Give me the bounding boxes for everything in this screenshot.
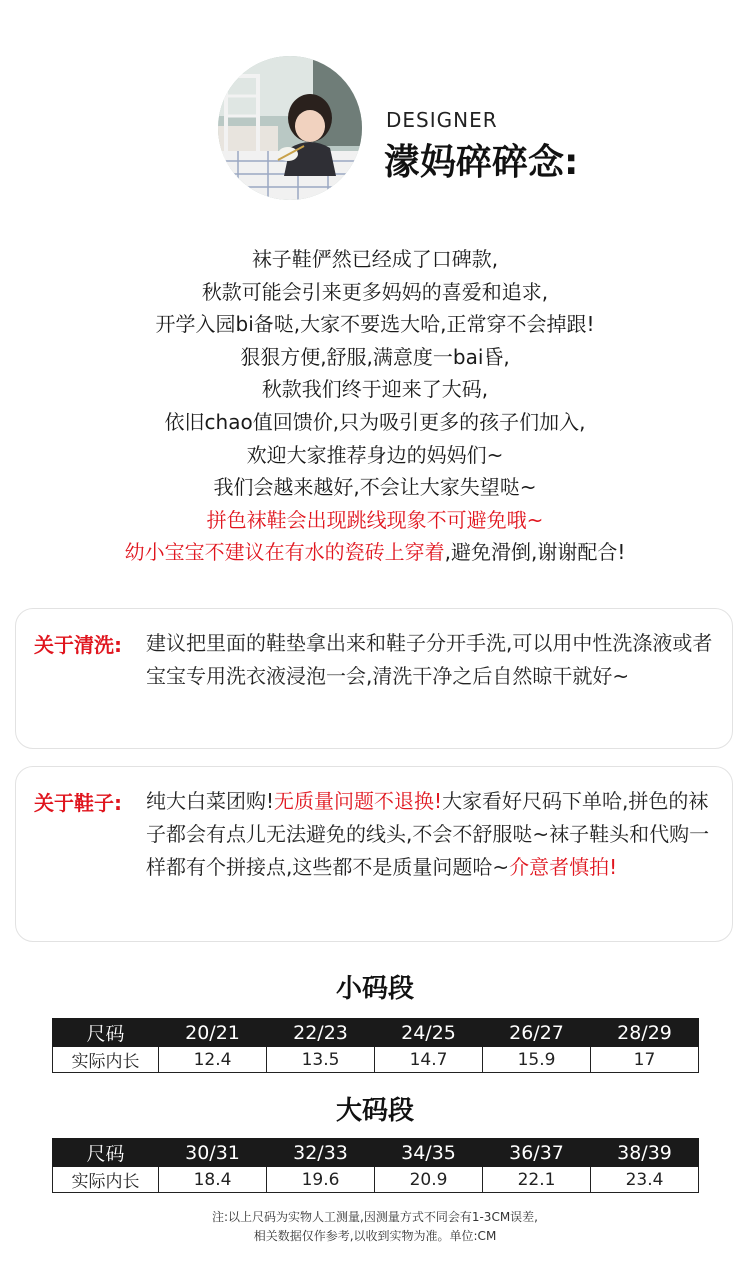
designer-avatar	[218, 56, 362, 200]
washing-text	[146, 627, 726, 693]
body-text: 秋款可能会引来更多妈妈的喜爱和追求,	[201, 279, 549, 304]
length-cell: 23.4	[591, 1167, 699, 1193]
length-cell: 20.9	[375, 1167, 483, 1193]
intro-line	[0, 471, 750, 504]
body-text: 大家看好尺码下单哈,拼色的袜子都会有点儿无法避免的线头,不会不舒服哒~袜子鞋头和代购一样都有个拼接点,这些都不是质量问题哈~	[146, 789, 710, 879]
size-cell: 34/35	[375, 1139, 483, 1167]
size-cell: 24/25	[375, 1019, 483, 1047]
large-size-table	[52, 1138, 699, 1193]
size-cell: 30/31	[159, 1139, 267, 1167]
intro-line	[0, 373, 750, 406]
intro-line	[0, 536, 750, 569]
shoe-label: 关于鞋子:	[34, 791, 122, 815]
length-cell: 15.9	[483, 1047, 591, 1073]
length-row	[53, 1167, 699, 1193]
size-header-row	[53, 1139, 699, 1167]
body-text: 开学入园bi备哒,大家不要选大哈,正常穿不会掉跟!	[155, 312, 595, 337]
intro-line	[0, 308, 750, 341]
small-size-table	[52, 1018, 699, 1073]
body-text: 我们会越来越好,不会让大家失望哒~	[213, 475, 537, 500]
length-row-label: 实际内长	[53, 1047, 159, 1073]
size-cell: 20/21	[159, 1019, 267, 1047]
note-line: 相关数据仅作参考,以收到实物为准。单位:CM	[253, 1229, 497, 1243]
designer-name: 濛妈碎碎念:	[384, 142, 579, 183]
size-cell: 38/39	[591, 1139, 699, 1167]
length-row-label: 实际内长	[53, 1167, 159, 1193]
body-text: 狠狠方便,舒服,满意度一bai昏,	[240, 344, 510, 369]
size-cell: 22/23	[267, 1019, 375, 1047]
body-text: 依旧chao值回馈价,只为吸引更多的孩子们加入,	[164, 409, 586, 434]
body-text: 建议把里面的鞋垫拿出来和鞋子分开手洗,可以用中性洗涤液或者宝宝专用洗衣液浸泡一会,清洗干净之后自然晾干就好~	[146, 631, 713, 688]
measurement-note	[0, 1208, 750, 1246]
highlight-text: 无质量问题不退换!	[274, 789, 443, 813]
body-text: 袜子鞋俨然已经成了口碑款,	[251, 247, 499, 271]
designer-header	[0, 0, 750, 220]
body-text: ,避免滑倒,谢谢配合!	[444, 540, 626, 565]
highlight-text: 介意者慎拍!	[509, 855, 618, 879]
washing-card	[15, 608, 733, 749]
length-row	[53, 1047, 699, 1073]
washing-label: 关于清洗:	[34, 633, 122, 657]
shoe-card	[15, 766, 733, 942]
length-cell: 18.4	[159, 1167, 267, 1193]
designer-label: DESIGNER	[386, 108, 498, 132]
small-size-title: 小码段	[335, 974, 414, 1004]
intro-line	[0, 276, 750, 309]
size-cell: 36/37	[483, 1139, 591, 1167]
highlight-text: 幼小宝宝不建议在有水的瓷砖上穿着	[124, 540, 445, 565]
size-cell: 26/27	[483, 1019, 591, 1047]
intro-line	[0, 243, 750, 276]
intro-line	[0, 439, 750, 472]
intro-text	[0, 243, 750, 569]
body-text: 纯大白菜团购!	[146, 789, 275, 813]
size-header-label: 尺码	[53, 1019, 159, 1047]
body-text: 欢迎大家推荐身边的妈妈们~	[246, 442, 504, 467]
length-cell: 13.5	[267, 1047, 375, 1073]
shoe-text	[146, 785, 726, 884]
length-cell: 14.7	[375, 1047, 483, 1073]
length-cell: 12.4	[159, 1047, 267, 1073]
large-size-title: 大码段	[335, 1096, 414, 1126]
body-text: 秋款我们终于迎来了大码,	[261, 377, 489, 402]
size-cell: 32/33	[267, 1139, 375, 1167]
avatar-photo	[218, 56, 362, 200]
intro-line	[0, 341, 750, 374]
size-header-row	[53, 1019, 699, 1047]
length-cell: 17	[591, 1047, 699, 1073]
size-header-label: 尺码	[53, 1139, 159, 1167]
length-cell: 22.1	[483, 1167, 591, 1193]
note-line: 注:以上尺码为实物人工测量,因测量方式不同会有1-3CM误差,	[211, 1210, 538, 1224]
intro-line	[0, 504, 750, 537]
length-cell: 19.6	[267, 1167, 375, 1193]
intro-line	[0, 406, 750, 439]
size-cell: 28/29	[591, 1019, 699, 1047]
highlight-text: 拼色袜鞋会出现跳线现象不可避免哦~	[206, 507, 544, 532]
